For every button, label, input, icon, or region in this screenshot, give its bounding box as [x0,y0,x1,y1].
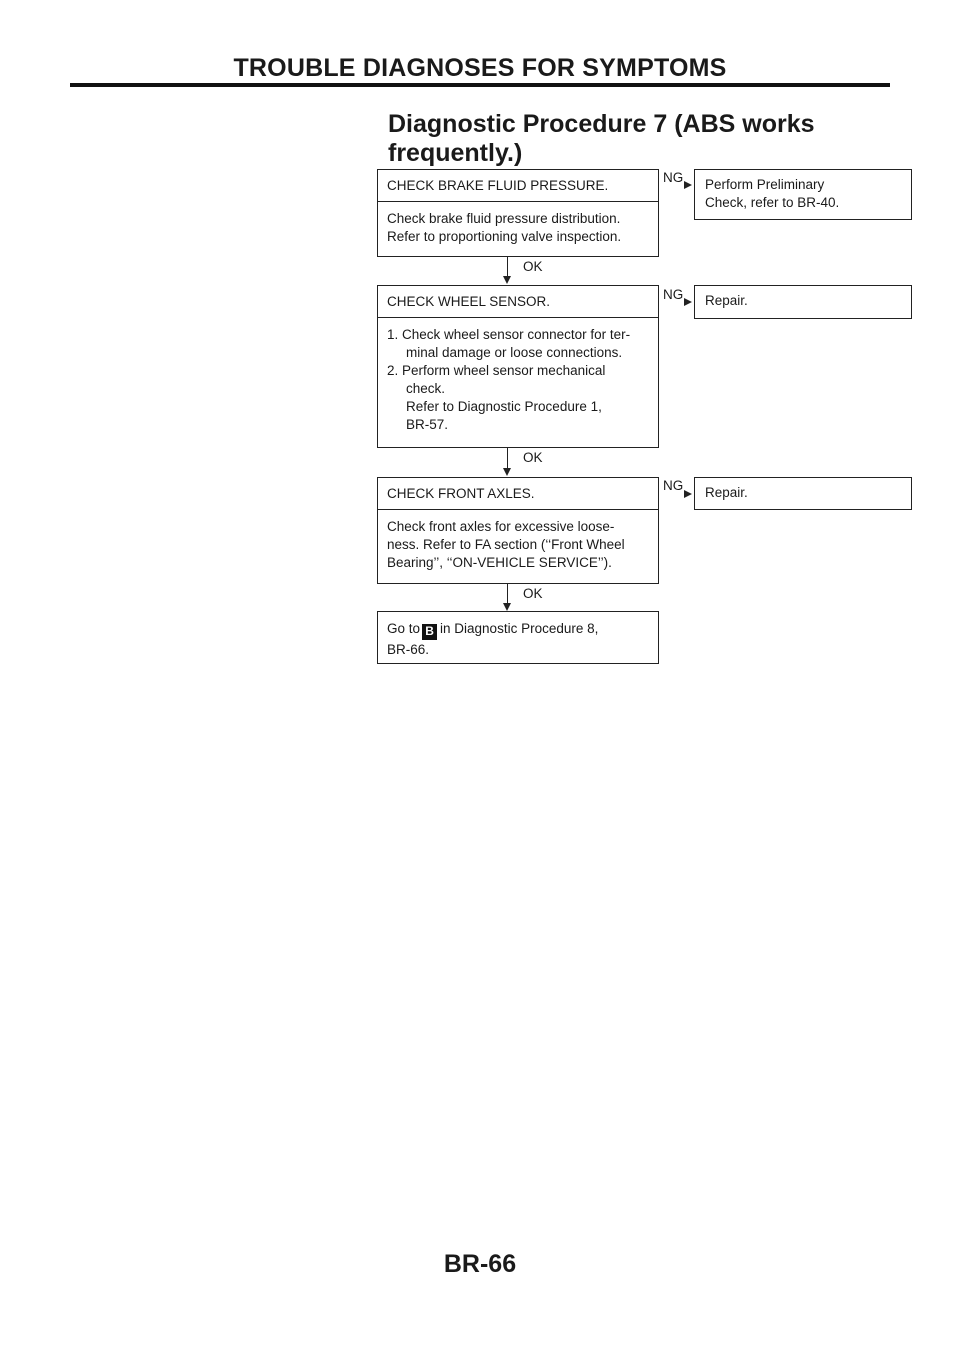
procedure-title [388,110,815,168]
step-body-line: 2. Perform wheel sensor mechanical [387,363,606,378]
step-heading: CHECK FRONT AXLES. [378,478,658,510]
header-divider [70,83,890,87]
procedure-title-line2: frequently.) [388,139,523,167]
step-body [378,510,658,572]
step-body-line: Refer to proportioning valve inspection. [387,229,622,244]
ok-arrow-icon [503,603,511,611]
ng-label: NG [663,170,684,185]
step-body-line: 1. Check wheel sensor connector for ter- [387,327,631,342]
final-suffix: in Diagnostic Procedure 8, [440,621,599,636]
step-body-line: BR-57. [406,417,449,432]
ng-result-line: Check, refer to BR-40. [705,195,840,210]
flow-connector [507,257,508,277]
procedure-title-line1: Diagnostic Procedure 7 (ABS works [388,110,815,138]
step-heading: CHECK BRAKE FLUID PRESSURE. [378,170,658,202]
step-body-line: Check front axles for excessive loose- [387,519,615,534]
step-body-line: Refer to Diagnostic Procedure 1, [406,399,602,414]
ok-arrow-icon [503,276,511,284]
step-body-line: Check brake fluid pressure distribution. [387,211,621,226]
step-body-line: ness. Refer to FA section (‘‘Front Wheel [387,537,625,552]
ng-result-box [694,477,912,510]
ng-result-box [694,169,912,220]
flow-connector [507,584,508,604]
final-step-box [377,611,659,664]
ng-result-line: Perform Preliminary [705,177,825,192]
step-body-line: minal damage or loose connections. [406,345,623,360]
step-box-front-axles [377,477,659,584]
ng-result-box [694,285,912,319]
ok-label: OK [523,450,543,465]
flow-connector [507,448,508,469]
final-line-1 [387,619,649,640]
step-heading: CHECK WHEEL SENSOR. [378,286,658,318]
step-body-line: check. [406,381,446,396]
final-line-2: BR-66. [387,642,430,657]
reference-b-icon: B [422,624,437,640]
final-prefix: Go to [387,621,421,636]
page-header-title: TROUBLE DIAGNOSES FOR SYMPTOMS [233,54,727,82]
ng-arrow-icon [684,298,692,306]
ok-label: OK [523,586,543,601]
ng-arrow-icon [684,490,692,498]
page-number: BR-66 [443,1250,517,1278]
ng-label: NG [663,287,684,302]
ng-result-line: Repair. [705,293,748,308]
step-box-wheel-sensor [377,285,659,448]
ok-label: OK [523,259,543,274]
step-body [378,202,658,246]
ok-arrow-icon [503,468,511,476]
step-box-brake-fluid [377,169,659,257]
step-body-line: Bearing’’, ‘‘ON-VEHICLE SERVICE’’). [387,555,612,570]
step-body [378,318,658,434]
ng-arrow-icon [684,181,692,189]
ng-label: NG [663,478,684,493]
ng-result-line: Repair. [705,485,748,500]
